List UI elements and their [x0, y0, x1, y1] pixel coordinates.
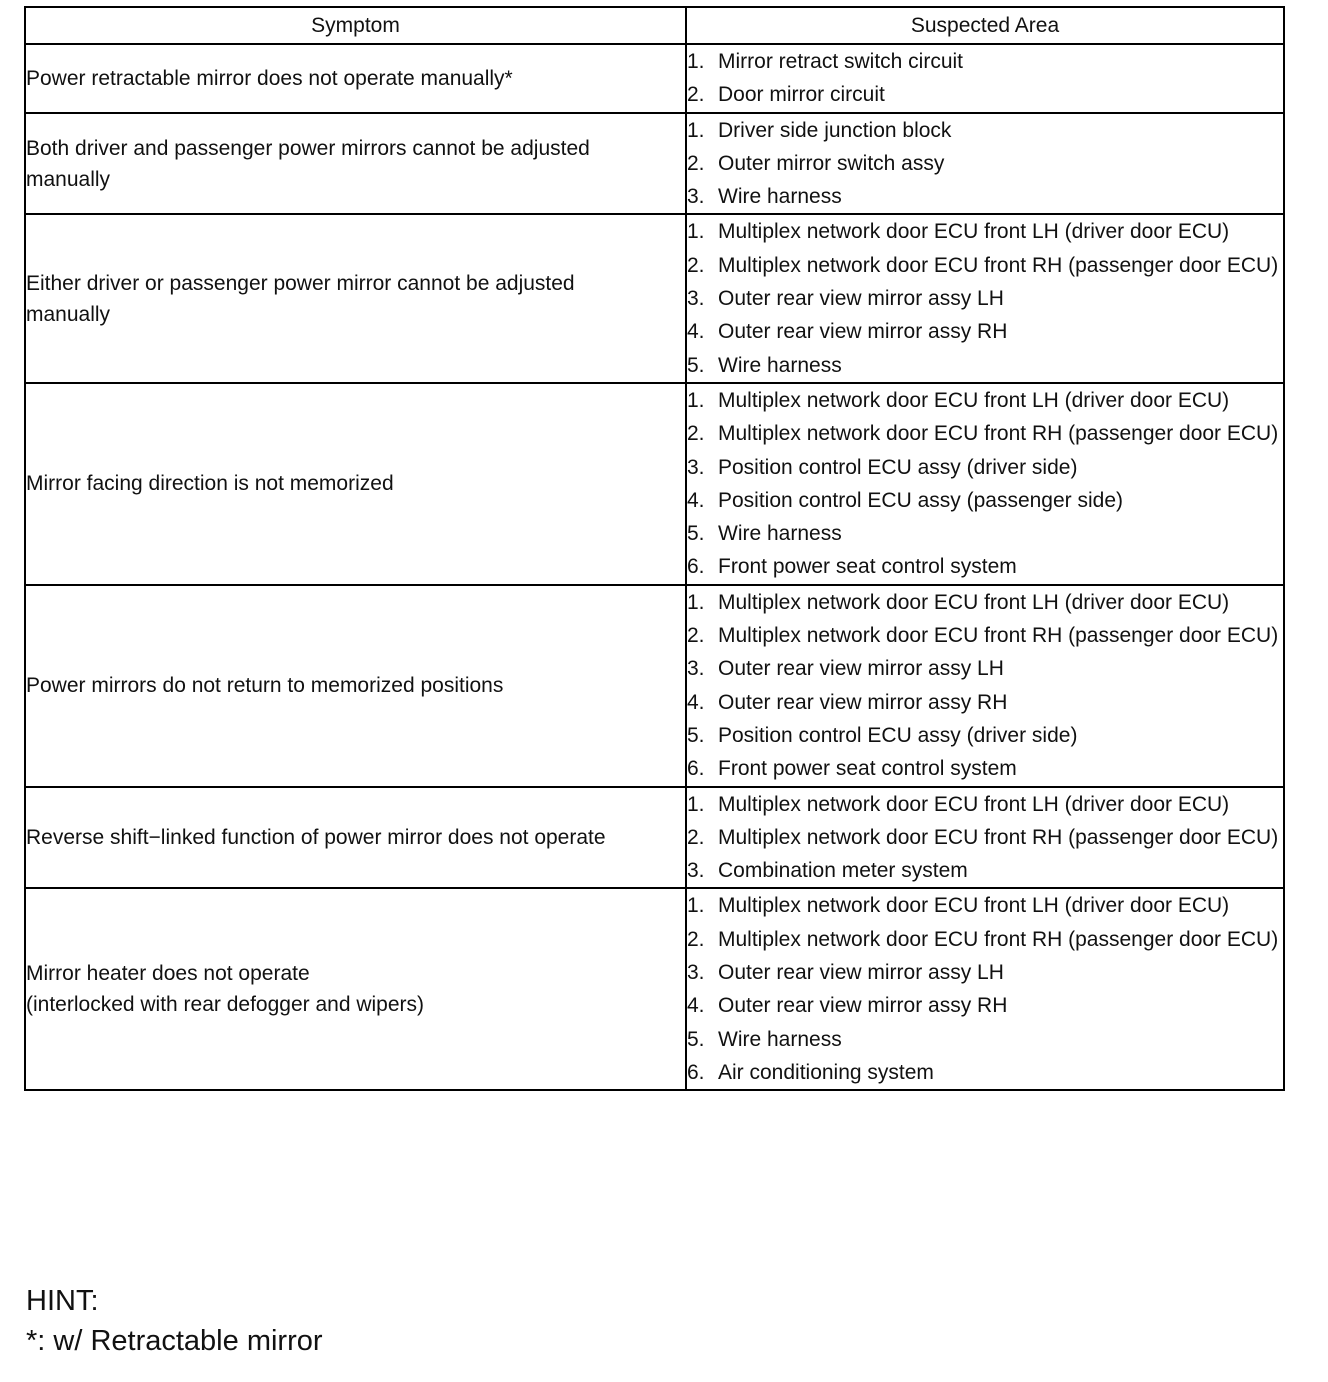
symptom-text: manually	[26, 167, 111, 191]
list-item-text: Outer rear view mirror assy RH	[718, 320, 1008, 344]
list-item-number: 2.	[687, 253, 705, 277]
list-item	[687, 215, 1283, 248]
list-item-number: 3.	[687, 455, 705, 479]
suspected-area-list	[687, 45, 1283, 112]
list-item	[687, 315, 1283, 348]
list-item-number: 4.	[687, 690, 705, 714]
suspected-area-cell	[686, 585, 1284, 787]
table-row	[25, 214, 1284, 382]
list-item	[687, 788, 1283, 821]
list-item-number: 1.	[687, 792, 705, 816]
list-item-text: Multiplex network door ECU front LH (driver door ECU)	[718, 894, 1230, 918]
list-item-text: Multiplex network door ECU front LH (driver door ECU)	[718, 590, 1230, 614]
list-item-number: 1.	[687, 894, 705, 918]
symptom-text: Either driver or passenger power mirror cannot be adjusted	[26, 271, 575, 295]
symptom-text: Power retractable mirror does not operate manually*	[26, 66, 513, 90]
list-item	[687, 1023, 1283, 1056]
list-item-number: 5.	[687, 353, 705, 377]
symptom-text: manually	[26, 302, 111, 326]
symptom-cell	[25, 113, 686, 215]
list-item-text: Outer rear view mirror assy LH	[718, 961, 1004, 985]
list-item	[687, 78, 1283, 111]
list-item-text: Door mirror circuit	[718, 83, 885, 107]
list-item-text: Multiplex network door ECU front RH (passenger door ECU)	[718, 253, 1279, 277]
suspected-area-list	[687, 889, 1283, 1089]
suspected-area-list	[687, 586, 1283, 786]
header-suspected-area: Suspected Area	[686, 7, 1284, 44]
table-row	[25, 113, 1284, 215]
suspected-area-cell	[686, 214, 1284, 382]
document	[24, 6, 1283, 1091]
list-item	[687, 180, 1283, 213]
list-item-text: Outer mirror switch assy	[718, 151, 945, 175]
table-row	[25, 383, 1284, 585]
suspected-area-list	[687, 788, 1283, 888]
list-item-text: Outer rear view mirror assy LH	[718, 657, 1004, 681]
list-item-number: 4.	[687, 320, 705, 344]
suspected-area-cell	[686, 383, 1284, 585]
list-item-text: Wire harness	[718, 1027, 842, 1051]
symptom-text: Reverse shift−linked function of power mirror does not operate	[26, 825, 606, 849]
symptom-cell	[25, 585, 686, 787]
table-row	[25, 888, 1284, 1090]
hint-label: HINT:	[26, 1285, 99, 1317]
list-item-number: 1.	[687, 388, 705, 412]
table-body	[25, 44, 1284, 1090]
list-item-number: 2.	[687, 151, 705, 175]
symptom-text: Both driver and passenger power mirrors cannot be adjusted	[26, 136, 590, 160]
list-item-number: 4.	[687, 994, 705, 1018]
list-item-number: 5.	[687, 723, 705, 747]
symptom-text: Mirror heater does not operate	[26, 962, 310, 986]
symptom-table	[24, 6, 1285, 1091]
list-item-number: 2.	[687, 624, 705, 648]
list-item	[687, 752, 1283, 785]
suspected-area-cell	[686, 113, 1284, 215]
list-item-text: Outer rear view mirror assy RH	[718, 994, 1008, 1018]
symptom-text: (interlocked with rear defogger and wipers)	[26, 993, 425, 1017]
list-item-text: Driver side junction block	[718, 118, 952, 142]
list-item	[687, 384, 1283, 417]
table-row	[25, 44, 1284, 113]
list-item-number: 3.	[687, 859, 705, 883]
suspected-area-cell	[686, 787, 1284, 889]
table-header-row	[25, 7, 1284, 44]
list-item	[687, 686, 1283, 719]
list-item-number: 3.	[687, 287, 705, 311]
list-item-text: Wire harness	[718, 353, 842, 377]
list-item-text: Air conditioning system	[718, 1060, 934, 1084]
list-item-number: 3.	[687, 657, 705, 681]
list-item	[687, 854, 1283, 887]
list-item-number: 1.	[687, 50, 705, 73]
list-item-text: Multiplex network door ECU front LH (driver door ECU)	[718, 792, 1230, 816]
list-item	[687, 45, 1283, 78]
list-item-number: 6.	[687, 757, 705, 781]
list-item-number: 5.	[687, 522, 705, 546]
list-item	[687, 114, 1283, 147]
symptom-cell	[25, 383, 686, 585]
list-item	[687, 517, 1283, 550]
table-row	[25, 585, 1284, 787]
list-item-number: 5.	[687, 1027, 705, 1051]
symptom-text: Power mirrors do not return to memorized positions	[26, 674, 504, 698]
table-row	[25, 787, 1284, 889]
list-item-text: Multiplex network door ECU front RH (passenger door ECU)	[718, 422, 1279, 446]
list-item-text: Position control ECU assy (passenger side)	[718, 488, 1124, 512]
list-item	[687, 652, 1283, 685]
list-item-text: Outer rear view mirror assy RH	[718, 690, 1008, 714]
list-item-text: Front power seat control system	[718, 555, 1017, 579]
list-item	[687, 989, 1283, 1022]
hint-block	[26, 1281, 323, 1361]
list-item-number: 3.	[687, 185, 705, 209]
list-item-text: Multiplex network door ECU front RH (passenger door ECU)	[718, 825, 1279, 849]
list-item-text: Multiplex network door ECU front RH (passenger door ECU)	[718, 624, 1279, 648]
list-item-number: 1.	[687, 220, 705, 244]
list-item	[687, 282, 1283, 315]
symptom-cell	[25, 214, 686, 382]
list-item-number: 2.	[687, 927, 705, 951]
list-item-text: Wire harness	[718, 185, 842, 209]
list-item	[687, 619, 1283, 652]
list-item	[687, 249, 1283, 282]
list-item-number: 1.	[687, 590, 705, 614]
list-item	[687, 349, 1283, 382]
list-item	[687, 451, 1283, 484]
symptom-cell	[25, 888, 686, 1090]
list-item-number: 2.	[687, 422, 705, 446]
list-item	[687, 889, 1283, 922]
list-item-number: 2.	[687, 825, 705, 849]
header-symptom: Symptom	[25, 7, 686, 44]
list-item	[687, 484, 1283, 517]
list-item-number: 2.	[687, 83, 705, 107]
list-item	[687, 821, 1283, 854]
list-item-text: Position control ECU assy (driver side)	[718, 455, 1078, 479]
list-item-number: 6.	[687, 555, 705, 579]
symptom-cell	[25, 787, 686, 889]
list-item	[687, 417, 1283, 450]
hint-note: *: w/ Retractable mirror	[26, 1325, 323, 1357]
list-item	[687, 586, 1283, 619]
suspected-area-list	[687, 215, 1283, 381]
list-item-text: Wire harness	[718, 522, 842, 546]
list-item	[687, 147, 1283, 180]
list-item	[687, 550, 1283, 583]
list-item-number: 3.	[687, 961, 705, 985]
list-item-text: Multiplex network door ECU front LH (driver door ECU)	[718, 388, 1230, 412]
list-item-text: Multiplex network door ECU front LH (driver door ECU)	[718, 220, 1230, 244]
list-item-number: 6.	[687, 1060, 705, 1084]
list-item	[687, 1056, 1283, 1089]
suspected-area-cell	[686, 44, 1284, 113]
suspected-area-list	[687, 384, 1283, 584]
symptom-text: Mirror facing direction is not memorized	[26, 472, 394, 496]
list-item-text: Front power seat control system	[718, 757, 1017, 781]
list-item-text: Position control ECU assy (driver side)	[718, 723, 1078, 747]
suspected-area-list	[687, 114, 1283, 214]
list-item-text: Outer rear view mirror assy LH	[718, 287, 1004, 311]
list-item-text: Mirror retract switch circuit	[718, 50, 964, 73]
list-item-text: Multiplex network door ECU front RH (passenger door ECU)	[718, 927, 1279, 951]
symptom-cell	[25, 44, 686, 113]
list-item-number: 4.	[687, 488, 705, 512]
list-item-number: 1.	[687, 118, 705, 142]
list-item-text: Combination meter system	[718, 859, 968, 883]
list-item	[687, 956, 1283, 989]
list-item	[687, 923, 1283, 956]
suspected-area-cell	[686, 888, 1284, 1090]
list-item	[687, 719, 1283, 752]
